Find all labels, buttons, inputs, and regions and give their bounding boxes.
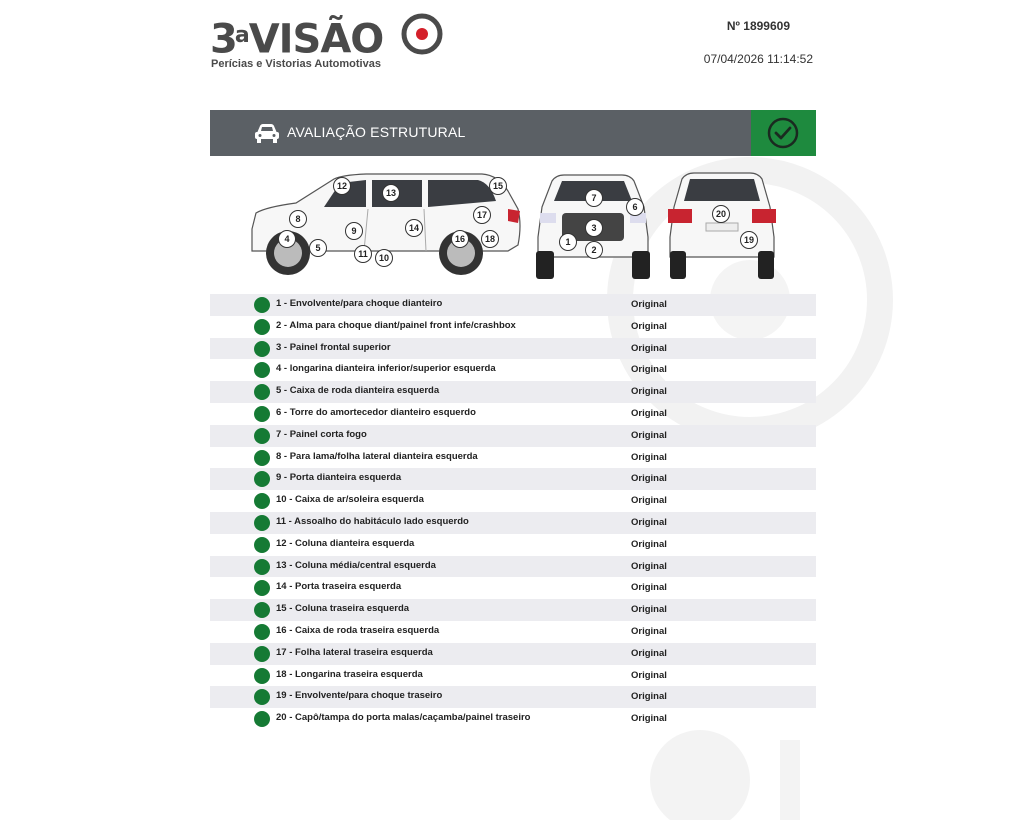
list-item — [210, 621, 816, 643]
status-dot — [254, 493, 270, 509]
vehicle-diagram — [230, 165, 790, 285]
item-status: Original — [631, 516, 667, 528]
marker-10: 10 — [375, 249, 393, 267]
status-dot — [254, 711, 270, 727]
marker-18: 18 — [481, 230, 499, 248]
item-label: 19 - Envolvente/para choque traseiro — [276, 690, 443, 702]
list-item — [210, 381, 816, 403]
item-status: Original — [631, 538, 667, 550]
status-dot — [254, 341, 270, 357]
item-label: 15 - Coluna traseira esquerda — [276, 603, 410, 615]
status-dot — [254, 471, 270, 487]
item-status: Original — [631, 582, 667, 594]
marker-12: 12 — [333, 177, 351, 195]
marker-7: 7 — [585, 189, 603, 207]
marker-5: 5 — [309, 239, 327, 257]
company-logo — [210, 10, 460, 72]
report-number: Nº 1899609 — [726, 19, 790, 33]
car-rear-view — [666, 171, 778, 281]
marker-6: 6 — [626, 198, 644, 216]
item-label: 9 - Porta dianteira esquerda — [276, 472, 402, 484]
item-label: 8 - Para lama/folha lateral dianteira esquerda — [276, 450, 478, 462]
status-dot — [254, 362, 270, 378]
item-status: Original — [631, 342, 667, 354]
item-status: Original — [631, 473, 667, 485]
list-item — [210, 316, 816, 338]
item-status: Original — [631, 320, 667, 332]
status-dot — [254, 668, 270, 684]
marker-13: 13 — [382, 184, 400, 202]
list-item — [210, 468, 816, 490]
list-item — [210, 686, 816, 708]
list-item — [210, 294, 816, 316]
marker-3: 3 — [585, 219, 603, 237]
item-label: 5 - Caixa de roda dianteira esquerda — [276, 385, 440, 397]
item-label: 4 - longarina dianteira inferior/superior esquerda — [276, 363, 496, 375]
list-item — [210, 359, 816, 381]
list-item — [210, 338, 816, 360]
marker-8: 8 — [289, 210, 307, 228]
marker-16: 16 — [451, 230, 469, 248]
status-dot — [254, 428, 270, 444]
marker-14: 14 — [405, 219, 423, 237]
list-item — [210, 643, 816, 665]
list-item — [210, 599, 816, 621]
item-status: Original — [631, 451, 667, 463]
marker-9: 9 — [345, 222, 363, 240]
item-label: 13 - Coluna média/central esquerda — [276, 559, 436, 571]
status-dot — [254, 450, 270, 466]
marker-1: 1 — [559, 233, 577, 251]
item-status: Original — [631, 386, 667, 398]
list-item — [210, 556, 816, 578]
item-label: 6 - Torre do amortecedor dianteiro esquerdo — [276, 406, 476, 418]
list-item — [210, 577, 816, 599]
status-dot — [254, 384, 270, 400]
logo-wordmark: 3$^a$VISÃO — [210, 16, 384, 63]
list-item — [210, 447, 816, 469]
marker-20: 20 — [712, 205, 730, 223]
item-status: Original — [631, 560, 667, 572]
status-dot — [254, 624, 270, 640]
list-item — [210, 490, 816, 512]
item-label: 10 - Caixa de ar/soleira esquerda — [276, 494, 424, 506]
status-dot — [254, 319, 270, 335]
list-item — [210, 665, 816, 687]
report-datetime: 07/04/2026 11:14:52 — [703, 52, 813, 66]
status-dot — [254, 580, 270, 596]
item-status: Original — [631, 691, 667, 703]
item-status: Original — [631, 713, 667, 725]
item-label: 3 - Painel frontal superior — [276, 341, 391, 353]
item-label: 16 - Caixa de roda traseira esquerda — [276, 624, 440, 636]
item-label: 17 - Folha lateral traseira esquerda — [276, 646, 433, 658]
item-status: Original — [631, 625, 667, 637]
list-item — [210, 403, 816, 425]
section-header — [210, 110, 816, 156]
status-dot — [254, 537, 270, 553]
structural-items-list — [210, 294, 816, 730]
marker-17: 17 — [473, 206, 491, 224]
item-label: 2 - Alma para choque diant/painel front infe/crashbox — [276, 319, 516, 331]
status-dot — [254, 602, 270, 618]
item-status: Original — [631, 669, 667, 681]
logo-eye-icon — [400, 12, 444, 56]
list-item — [210, 512, 816, 534]
item-status: Original — [631, 647, 667, 659]
list-item — [210, 708, 816, 730]
item-label: 11 - Assoalho do habitáculo lado esquerdo — [276, 515, 469, 527]
item-label: 14 - Porta traseira esquerda — [276, 581, 402, 593]
marker-4: 4 — [278, 230, 296, 248]
marker-11: 11 — [354, 245, 372, 263]
status-dot — [254, 689, 270, 705]
status-dot — [254, 406, 270, 422]
item-status: Original — [631, 429, 667, 441]
list-item — [210, 425, 816, 447]
item-label: 7 - Painel corta fogo — [276, 428, 367, 440]
section-title: AVALIAÇÃO ESTRUTURAL — [287, 124, 466, 140]
item-status: Original — [631, 604, 667, 616]
item-status: Original — [631, 407, 667, 419]
item-label: 12 - Coluna dianteira esquerda — [276, 537, 415, 549]
item-label: 20 - Capô/tampa do porta malas/caçamba/painel traseiro — [276, 712, 531, 724]
marker-15: 15 — [489, 177, 507, 195]
item-status: Original — [631, 364, 667, 376]
logo-subtitle: Perícias e Vistorias Automotivas — [211, 58, 381, 70]
check-circle-icon — [767, 117, 799, 149]
status-dot — [254, 646, 270, 662]
section-status-badge — [751, 110, 816, 156]
item-status: Original — [631, 299, 667, 310]
status-dot — [254, 515, 270, 531]
item-label: 1 - Envolvente/para choque dianteiro — [276, 298, 443, 309]
status-dot — [254, 297, 270, 313]
marker-19: 19 — [740, 231, 758, 249]
item-status: Original — [631, 495, 667, 507]
item-label: 18 - Longarina traseira esquerda — [276, 668, 423, 680]
car-icon — [254, 122, 280, 144]
marker-2: 2 — [585, 241, 603, 259]
status-dot — [254, 559, 270, 575]
list-item — [210, 534, 816, 556]
